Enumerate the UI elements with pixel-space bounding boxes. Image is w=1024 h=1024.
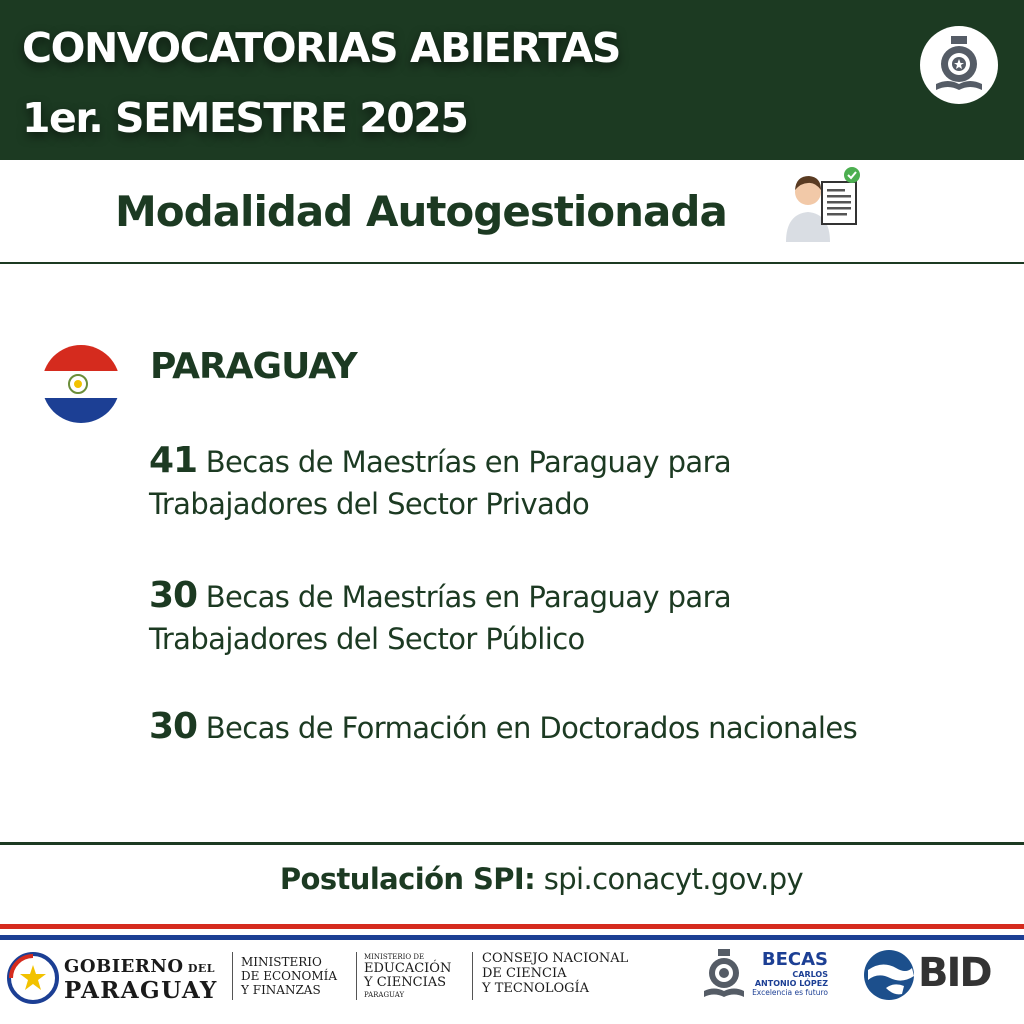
conacyt-line1: CONSEJO NACIONAL	[482, 951, 629, 966]
paraguay-flag-icon	[41, 343, 121, 430]
becas-logo-text	[752, 950, 828, 998]
mec-line1: EDUCACIÓN	[364, 961, 452, 976]
logo-separator	[232, 952, 233, 1000]
mef-line2: DE ECONOMÍA	[241, 969, 338, 983]
mef-line1: MINISTERIO	[241, 955, 322, 969]
scholarship-item	[149, 575, 1009, 660]
scholarship-text-line1: Becas de Maestrías en Paraguay para	[205, 580, 732, 614]
gobierno-word: GOBIERNO	[64, 956, 184, 977]
mec-top: MINISTERIO DE	[364, 953, 425, 961]
logo-separator	[472, 952, 473, 1000]
mef-line3: Y FINANZAS	[241, 983, 321, 997]
scholarship-count: 30	[149, 706, 198, 747]
scholarship-item	[149, 440, 1009, 525]
government-shield-icon	[6, 951, 60, 1010]
scholarship-emblem-icon	[920, 26, 998, 104]
divider-bottom	[0, 842, 1024, 845]
becas-title: BECAS	[761, 949, 828, 970]
bid-globe-icon	[862, 948, 918, 1007]
becas-name2: ANTONIO LÓPEZ	[754, 979, 828, 988]
country-name: PARAGUAY	[150, 346, 357, 387]
gobierno-paraguay: PARAGUAY	[64, 977, 218, 1004]
person-document-check-icon	[782, 166, 864, 249]
scholarship-text-line1: Becas de Maestrías en Paraguay para	[205, 445, 732, 479]
application-url[interactable]: spi.conacyt.gov.py	[543, 862, 804, 896]
becas-emblem-icon	[696, 947, 752, 1012]
bid-logo-text: BID	[918, 950, 991, 996]
header-title-line2: 1er. SEMESTRE 2025	[22, 94, 468, 142]
flag-stripe-blue	[0, 935, 1024, 940]
ministry-economy-logo	[241, 955, 337, 997]
logo-separator	[356, 952, 357, 1000]
application-label: Postulación SPI:	[279, 862, 536, 896]
flag-stripe-red	[0, 924, 1024, 929]
divider-top	[0, 262, 1024, 264]
scholarship-text-line1: Becas de Formación en Doctorados nacionales	[205, 711, 858, 745]
header-banner	[0, 0, 1024, 160]
ministry-education-logo	[364, 952, 451, 1000]
conacyt-line2: DE CIENCIA	[482, 966, 567, 981]
scholarship-count: 30	[149, 575, 198, 616]
becas-name1: CARLOS	[792, 970, 828, 979]
government-logo-text	[64, 956, 218, 1002]
scholarship-text-line2: Trabajadores del Sector Público	[149, 622, 585, 656]
scholarship-count: 41	[149, 440, 198, 481]
conacyt-logo	[482, 951, 628, 996]
scholarship-text-line2: Trabajadores del Sector Privado	[149, 487, 590, 521]
modality-title: Modalidad Autogestionada	[115, 187, 727, 236]
mec-bottom: PARAGUAY	[364, 991, 405, 999]
mec-line2: Y CIENCIAS	[364, 975, 447, 990]
scholarship-item	[149, 706, 1009, 749]
application-info	[0, 862, 1024, 896]
conacyt-line3: Y TECNOLOGÍA	[482, 981, 590, 996]
becas-slogan: Excelencia es futuro	[752, 988, 828, 997]
header-title-line1: CONVOCATORIAS ABIERTAS	[22, 24, 620, 72]
gobierno-del: DEL	[187, 962, 216, 975]
